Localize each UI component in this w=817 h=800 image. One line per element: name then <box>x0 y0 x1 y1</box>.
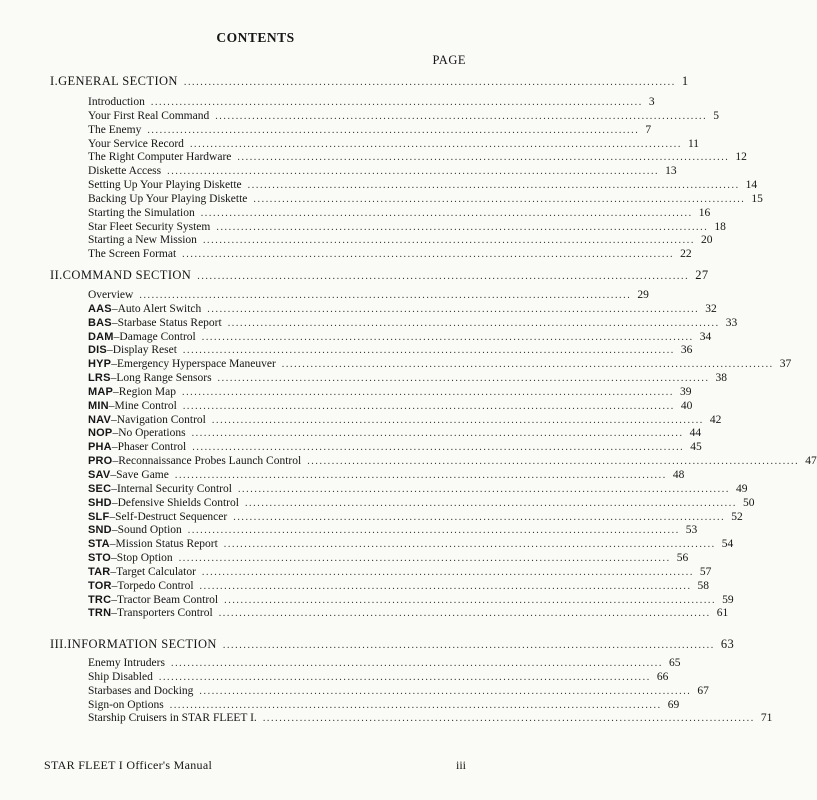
dash-separator: – <box>108 399 115 412</box>
toc-entry <box>88 123 652 138</box>
entry-page: 54 <box>721 538 734 551</box>
leader-dots: ........................................................................................................................ <box>182 249 675 261</box>
footer-title: STAR FLEET I Officer's Manual <box>44 758 213 772</box>
command-code: MIN <box>88 399 109 412</box>
entry-page: 38 <box>715 372 728 385</box>
command-code: AAS <box>88 302 112 315</box>
command-code: TRC <box>88 593 112 606</box>
section-number: III. <box>50 637 68 651</box>
leader-dots: ........................................................................................................................ <box>281 359 774 371</box>
section-entries <box>88 96 763 262</box>
section-title: INFORMATION SECTION <box>67 637 217 651</box>
leader-dots: ........................................................................................................................ <box>183 77 676 88</box>
command-code: SND <box>88 524 112 537</box>
entry-label: Mine Control <box>114 399 177 412</box>
toc-entry <box>88 330 712 345</box>
toc-entry <box>88 165 677 179</box>
entry-label: Backing Up Your Playing Diskette <box>88 192 248 205</box>
entry-label: Damage Control <box>119 330 196 343</box>
section-title: GENERAL SECTION <box>58 74 178 88</box>
leader-dots: ........................................................................................................................ <box>139 290 632 301</box>
toc-entry <box>88 482 748 497</box>
command-code: BAS <box>88 316 112 329</box>
toc-entry <box>88 96 655 110</box>
leader-dots: ........................................................................................................................ <box>253 193 746 205</box>
leader-dots: ........................................................................................................................ <box>233 511 726 523</box>
dash-separator: – <box>112 455 119 468</box>
leader-dots: ........................................................................................................................ <box>262 713 755 725</box>
entry-page: 53 <box>685 524 698 537</box>
leader-dots: ........................................................................................................................ <box>202 235 695 247</box>
entry-page: 32 <box>705 302 717 315</box>
entry-page: 65 <box>668 657 681 669</box>
entry-label: Starting the Simulation <box>88 206 195 219</box>
dash-separator: – <box>111 579 118 592</box>
toc-entry <box>88 427 702 441</box>
entry-page: 49 <box>735 482 748 495</box>
dash-separator: – <box>112 427 119 440</box>
entry-page: 59 <box>722 593 734 606</box>
leader-dots: ........................................................................................................................ <box>182 345 675 357</box>
toc-entry <box>88 137 700 152</box>
leader-dots: ........................................................................................................................ <box>150 97 643 108</box>
leader-dots: ........................................................................................................................ <box>201 566 694 578</box>
dash-separator: – <box>110 468 117 481</box>
toc-entry <box>88 372 728 386</box>
entry-page: 13 <box>665 165 677 178</box>
toc-entry <box>88 248 692 262</box>
entry-page: 29 <box>637 289 649 301</box>
entry-label: Your Service Record <box>88 137 184 150</box>
entry-label: Introduction <box>88 96 145 108</box>
toc-entry <box>88 712 773 726</box>
toc-entry <box>88 593 734 608</box>
command-code: MAP <box>88 385 114 398</box>
leader-dots: ........................................................................................................................ <box>199 685 692 697</box>
entry-label: The Right Computer Hardware <box>88 151 232 164</box>
entry-label: Display Reset <box>112 344 177 357</box>
command-code: SEC <box>88 482 112 495</box>
command-code: PRO <box>88 455 113 468</box>
entry-page: 7 <box>645 123 652 136</box>
entry-page: 61 <box>716 607 729 620</box>
command-code: STO <box>88 552 112 565</box>
command-code: DIS <box>88 344 107 357</box>
leader-dots: ........................................................................................................................ <box>207 303 700 315</box>
entry-page: 69 <box>667 698 680 711</box>
leader-dots: ........................................................................................................................ <box>237 152 730 164</box>
section-number: I. <box>50 74 59 88</box>
entry-page: 42 <box>709 413 722 426</box>
entry-label: Navigation Control <box>116 413 206 426</box>
toc-entry <box>88 344 693 358</box>
dash-separator: – <box>109 510 116 523</box>
toc-entry <box>88 413 722 428</box>
command-code: PHA <box>88 441 112 454</box>
dash-separator: – <box>111 524 118 537</box>
dash-separator: – <box>111 302 118 315</box>
dash-separator: – <box>113 330 120 343</box>
leader-dots: ........................................................................................................................ <box>200 207 693 219</box>
toc-entry <box>88 234 713 248</box>
entry-label: Diskette Access <box>88 165 162 178</box>
entry-page: 15 <box>751 192 763 205</box>
entry-label: Star Fleet Security System <box>88 220 211 233</box>
dash-separator: – <box>111 413 117 426</box>
entry-label: Starbases and Docking <box>88 684 194 697</box>
entry-page: 50 <box>742 496 755 509</box>
entry-label: Starbase Status Report <box>117 316 222 329</box>
dash-separator: – <box>109 538 116 551</box>
entry-label: Emergency Hyperspace Maneuver <box>116 358 276 371</box>
leader-dots: ........................................................................................................................ <box>211 414 704 426</box>
toc-entry <box>88 399 693 414</box>
entry-label: Enemy Intruders <box>88 657 165 669</box>
leader-dots: ........................................................................................................................ <box>169 699 662 711</box>
entry-page: 33 <box>725 316 738 329</box>
entry-page: 20 <box>700 234 713 247</box>
toc-entry <box>88 657 681 671</box>
page-column-header: PAGE <box>432 53 466 67</box>
toc-entry <box>88 179 758 193</box>
leader-dots: ........................................................................................................................ <box>197 271 690 282</box>
entry-page: 56 <box>676 552 689 565</box>
entry-page: 34 <box>699 330 712 343</box>
leader-dots: ........................................................................................................................ <box>216 221 709 233</box>
leader-dots: ........................................................................................................................ <box>227 317 720 329</box>
toc-entry <box>88 684 709 699</box>
command-code: TRN <box>88 607 112 620</box>
entry-label: Starship Cruisers in STAR FLEET I. <box>88 712 257 725</box>
leader-dots: ........................................................................................................................ <box>182 400 675 412</box>
entry-page: 12 <box>735 151 747 164</box>
entry-page: 39 <box>679 385 692 398</box>
leader-dots: ........................................................................................................................ <box>218 608 711 620</box>
toc-entry <box>88 524 698 538</box>
entry-page: 3 <box>648 96 655 108</box>
toc-entry <box>88 670 669 685</box>
section-entries <box>88 289 817 621</box>
entry-page: 5 <box>713 109 719 122</box>
entry-label: Sound Option <box>117 524 182 537</box>
entry-page: 48 <box>672 468 685 481</box>
command-code: DAM <box>88 330 114 343</box>
entry-label: Setting Up Your Playing Diskette <box>88 179 242 192</box>
leader-dots: ........................................................................................................................ <box>247 180 740 192</box>
entry-page: 45 <box>690 441 702 454</box>
leader-dots: ........................................................................................................................ <box>178 553 671 565</box>
dash-separator: – <box>111 358 117 371</box>
command-code: SHD <box>88 496 112 509</box>
entry-label: No Operations <box>118 427 186 440</box>
toc-entry <box>88 538 734 552</box>
toc-entry <box>88 468 685 483</box>
leader-dots: ........................................................................................................................ <box>199 580 692 592</box>
entry-label: Reconnaissance Probes Launch Control <box>118 455 302 468</box>
leader-dots: ........................................................................................................................ <box>307 456 800 468</box>
section-heading <box>50 74 689 90</box>
toc-entry <box>88 607 729 621</box>
section-heading <box>50 637 735 653</box>
dash-separator: – <box>111 316 118 329</box>
entry-page: 66 <box>656 670 669 683</box>
entry-page: 58 <box>697 579 710 592</box>
entry-label: Region Map <box>118 385 176 398</box>
dash-separator: – <box>111 482 117 495</box>
entry-page: 22 <box>680 248 692 261</box>
entry-label: Starting a New Mission <box>88 234 197 247</box>
leader-dots: ........................................................................................................................ <box>217 373 710 385</box>
entry-page: 11 <box>687 137 700 150</box>
toc-entry <box>88 385 692 400</box>
entry-label: Stop Option <box>116 552 173 565</box>
toc-entry <box>88 496 755 511</box>
entry-label: Ship Disabled <box>88 670 153 683</box>
dash-separator: – <box>113 385 119 398</box>
entry-label: Auto Alert Switch <box>117 302 202 315</box>
toc-entry <box>88 358 792 372</box>
entry-page: 18 <box>714 220 726 233</box>
dash-separator: – <box>111 496 118 509</box>
leader-dots: ........................................................................................................................ <box>181 386 674 398</box>
command-code: TAR <box>88 565 111 578</box>
toc-entry <box>88 192 763 207</box>
leader-dots: ........................................................................................................................ <box>224 594 717 606</box>
dash-separator: – <box>110 372 117 385</box>
entry-page: 47 <box>805 455 817 468</box>
entry-label: Overview <box>88 289 134 301</box>
section-heading <box>50 268 709 284</box>
entry-page: 44 <box>689 427 702 440</box>
toc-entry <box>88 220 726 235</box>
entry-page: 37 <box>779 358 792 371</box>
entry-page: 67 <box>697 684 709 697</box>
leader-dots: ........................................................................................................................ <box>187 525 680 537</box>
toc-entry <box>88 565 712 580</box>
toc-entry <box>88 455 817 469</box>
dash-separator: – <box>106 344 113 357</box>
leader-dots: ........................................................................................................................ <box>222 640 715 651</box>
dash-separator: – <box>111 552 117 565</box>
dash-separator: – <box>110 565 117 578</box>
command-code: LRS <box>88 372 111 385</box>
toc-entry <box>88 151 747 165</box>
entry-label: Your First Real Command <box>88 109 210 122</box>
command-code: SLF <box>88 510 110 523</box>
entry-label: Defensive Shields Control <box>117 496 239 509</box>
entry-page: 57 <box>699 565 712 578</box>
section-page: 27 <box>695 268 709 282</box>
command-code: HYP <box>88 358 112 371</box>
entry-label: Save Game <box>116 468 169 481</box>
toc-entry <box>88 698 680 713</box>
section-title: COMMAND SECTION <box>62 268 192 282</box>
dash-separator: – <box>111 607 117 620</box>
leader-dots: ........................................................................................................................ <box>192 442 685 454</box>
command-code: NAV <box>88 413 112 426</box>
section-page: 63 <box>720 637 735 651</box>
toc-entry <box>88 289 649 303</box>
footer-page-number: iii <box>455 758 466 772</box>
entry-page: 16 <box>698 206 711 219</box>
entry-page: 14 <box>745 179 758 192</box>
leader-dots: ........................................................................................................................ <box>223 539 716 551</box>
leader-dots: ........................................................................................................................ <box>244 497 737 509</box>
toc-entry <box>88 316 738 331</box>
leader-dots: ........................................................................................................................ <box>167 166 660 178</box>
entry-label: Target Calculator <box>116 565 196 578</box>
entry-label: Internal Security Control <box>116 482 232 495</box>
toc-entry <box>88 441 702 455</box>
entry-page: 71 <box>760 712 773 725</box>
page-title: CONTENTS <box>216 30 295 45</box>
entry-label: Transporters Control <box>116 607 213 620</box>
command-code: STA <box>88 538 110 551</box>
entry-label: Self-Destruct Sequencer <box>115 510 228 523</box>
entry-label: Torpedo Control <box>117 579 194 592</box>
toc-entry <box>88 302 717 317</box>
leader-dots: ........................................................................................................................ <box>158 671 651 683</box>
entry-label: The Screen Format <box>88 248 177 261</box>
section-number: II. <box>50 268 63 282</box>
leader-dots: ........................................................................................................................ <box>215 110 708 122</box>
dash-separator: – <box>111 593 117 606</box>
entry-label: Mission Status Report <box>115 538 218 551</box>
entry-label: Sign-on Options <box>88 698 164 711</box>
entry-label: Phaser Control <box>117 441 187 454</box>
dash-separator: – <box>111 441 118 454</box>
toc-entry <box>88 552 689 566</box>
leader-dots: ........................................................................................................................ <box>174 469 667 481</box>
leader-dots: ........................................................................................................................ <box>201 331 694 343</box>
leader-dots: ........................................................................................................................ <box>170 658 663 669</box>
entry-label: The Enemy <box>88 123 142 136</box>
toc-entry <box>88 206 711 221</box>
leader-dots: ........................................................................................................................ <box>237 483 730 495</box>
leader-dots: ........................................................................................................................ <box>191 428 684 440</box>
leader-dots: ........................................................................................................................ <box>189 138 682 150</box>
entry-label: Long Range Sensors <box>116 372 212 385</box>
entry-page: 52 <box>731 510 743 523</box>
command-code: TOR <box>88 579 112 592</box>
command-code: NOP <box>88 427 113 440</box>
section-page: 1 <box>681 74 689 88</box>
command-code: SAV <box>88 468 111 481</box>
toc-entry <box>88 579 710 594</box>
toc-entry <box>88 510 743 525</box>
section-entries <box>88 657 773 726</box>
entry-label: Tractor Beam Control <box>116 593 219 606</box>
leader-dots: ........................................................................................................................ <box>147 124 640 136</box>
entry-page: 36 <box>680 344 693 357</box>
toc-entry <box>88 109 719 124</box>
entry-page: 40 <box>680 399 693 412</box>
